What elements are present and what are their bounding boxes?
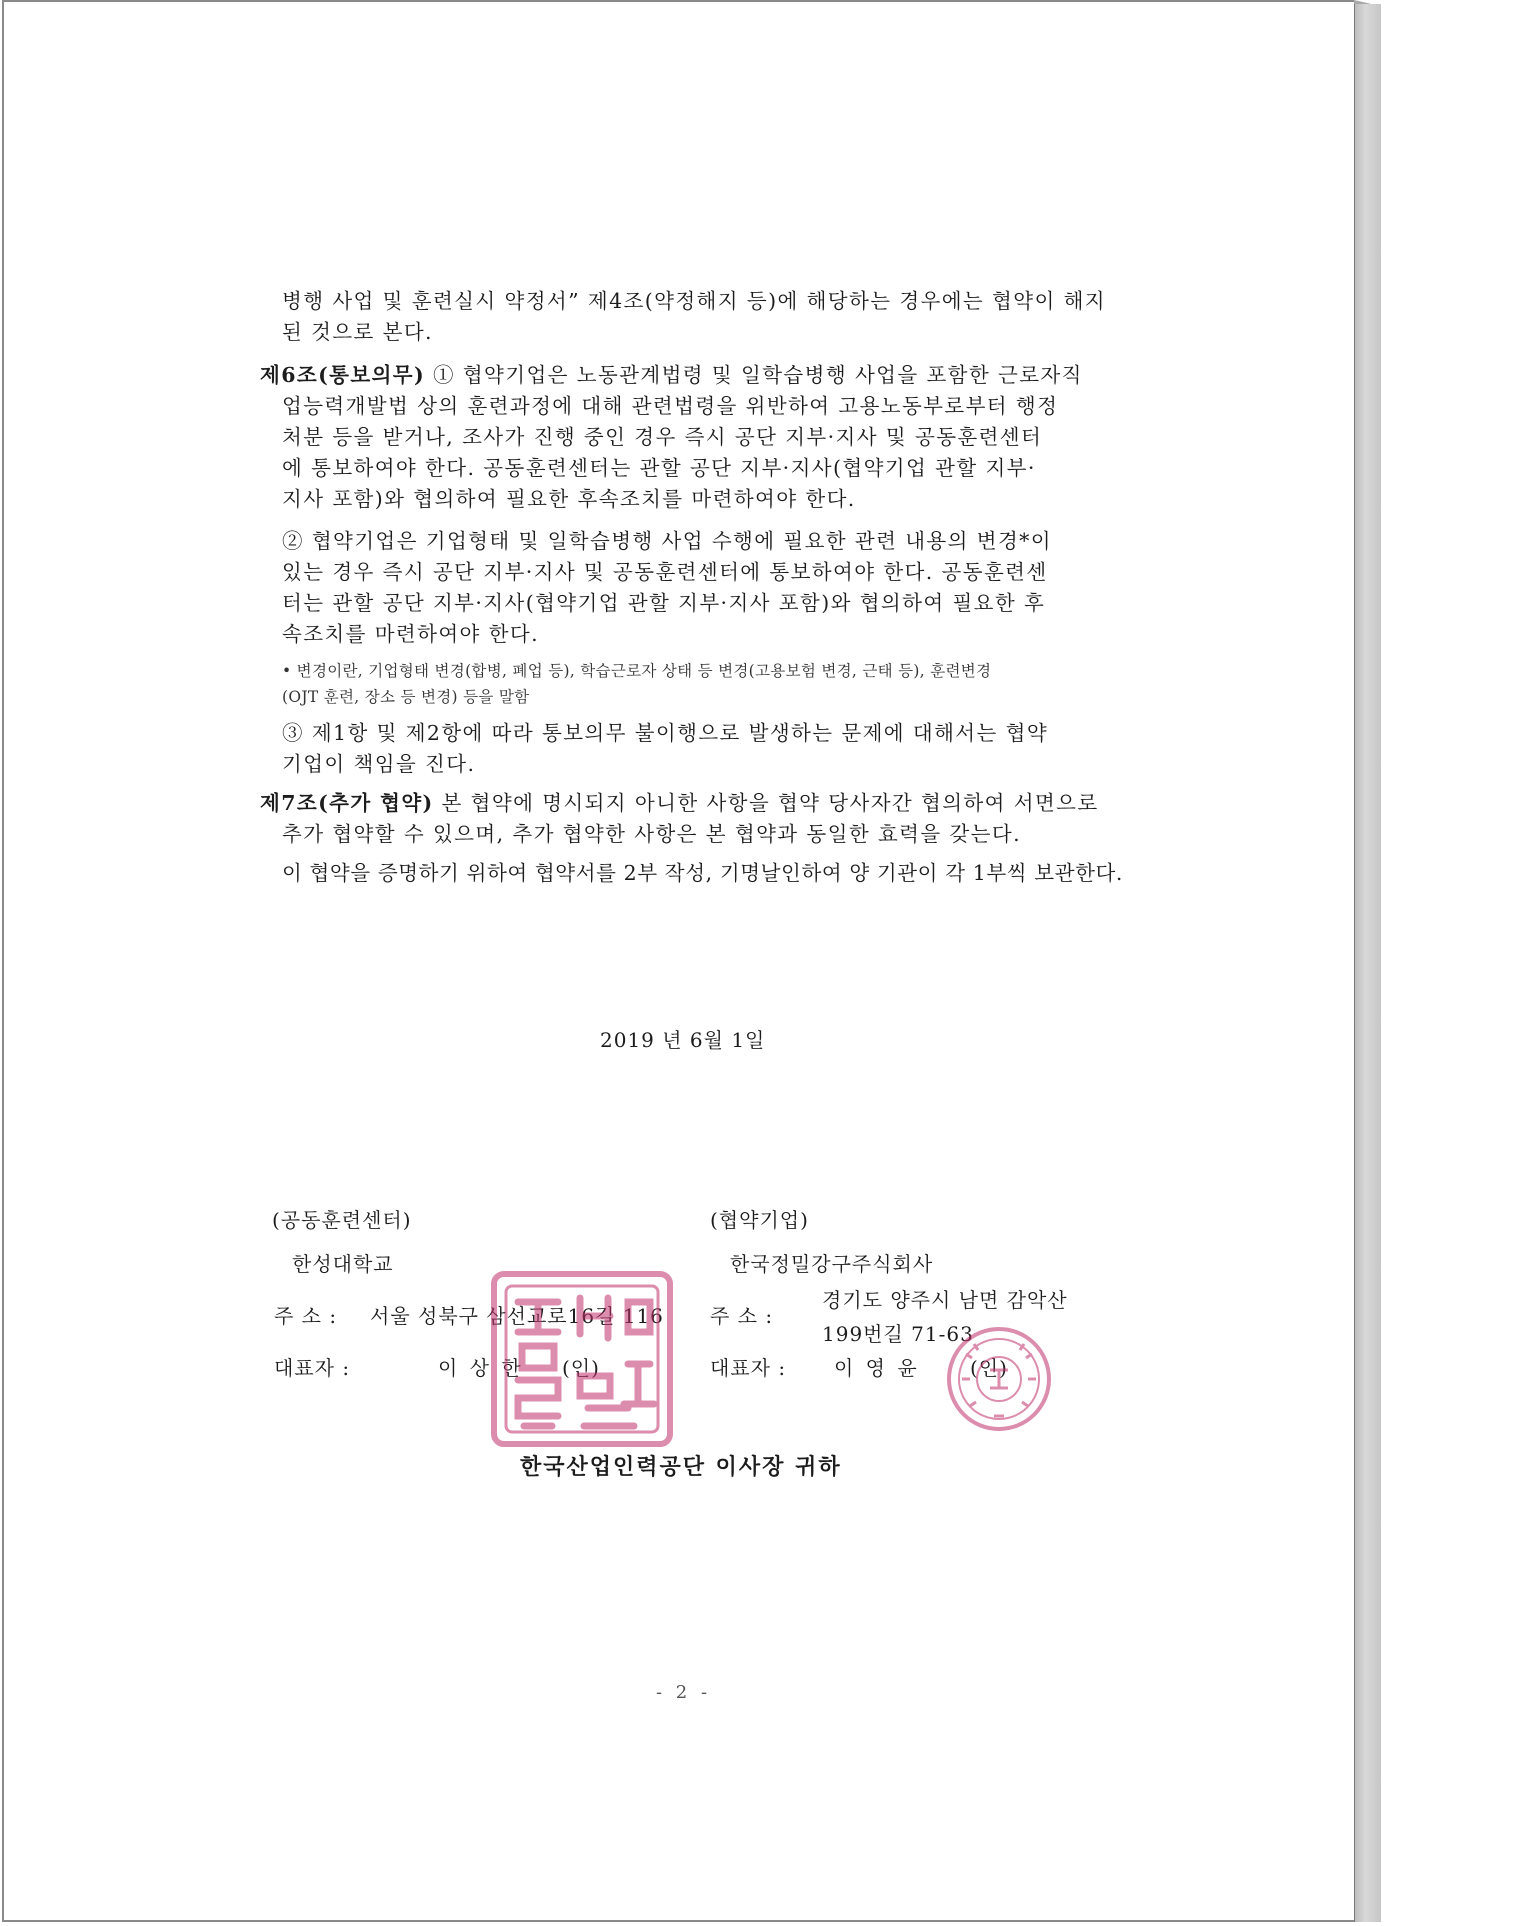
left-seal-mark: (인) <box>562 1356 600 1380</box>
closing-statement: 이 협약을 증명하기 위하여 협약서를 2부 작성, 기명날인하여 양 기관이 각 1부씩 보관한다. <box>282 861 1124 885</box>
right-address-line2: 199번길 71-63 <box>822 1322 974 1346</box>
article6-first-line <box>260 360 1083 391</box>
article6-p1-line4: 에 통보하여야 한다. 공동훈련센터는 관할 공단 지부·지사(협약기업 관할 지부· <box>282 456 1036 480</box>
recipient-line: 한국산업인력공단 이사장 귀하 <box>520 1454 842 1480</box>
page-number: - 2 - <box>656 1682 712 1703</box>
article7-title: 제7조(추가 협약) <box>260 791 434 815</box>
article6-note-line1: • 변경이란, 기업형태 변경(합병, 폐업 등), 학습근로자 상태 등 변경(고용보험 변경, 근태 등), 훈련변경 <box>282 662 992 680</box>
article6-p2-line4: 속조치를 마련하여야 한다. <box>282 622 539 646</box>
agreement-date: 2019 년 6월 1일 <box>600 1028 766 1052</box>
left-address-label: 주 소 : <box>274 1304 338 1328</box>
left-party-name: 한성대학교 <box>292 1252 394 1276</box>
left-address: 서울 성북구 삼선교로16길 116 <box>370 1304 664 1328</box>
article7-first-line <box>260 788 1099 819</box>
article6-note-line2: (OJT 훈련, 장소 등 변경) 등을 말함 <box>282 688 530 706</box>
article5-tail-line1: 병행 사업 및 훈련실시 약정서” 제4조(약정해지 등)에 해당하는 경우에는 협약이 해지 <box>282 289 1106 313</box>
article6-title: 제6조(통보의무) <box>260 363 426 387</box>
page-edge <box>1354 4 1382 1922</box>
left-rep-name: 이 상 한 <box>438 1356 524 1380</box>
right-address-line1: 경기도 양주시 남면 감악산 <box>822 1288 1068 1312</box>
right-seal-mark: (인) <box>970 1356 1008 1380</box>
left-rep-label: 대표자 : <box>274 1356 351 1380</box>
article5-tail-line2: 된 것으로 본다. <box>282 320 433 344</box>
article6-p1-line1: ① 협약기업은 노동관계법령 및 일학습병행 사업을 포함한 근로자직 <box>433 363 1083 387</box>
article7-line1: 본 협약에 명시되지 아니한 사항을 협약 당사자간 협의하여 서면으로 <box>441 791 1099 815</box>
right-company-seal-stamp <box>944 1324 1054 1434</box>
article6-p3-line2: 기업이 책임을 진다. <box>282 752 476 776</box>
right-rep-label: 대표자 : <box>710 1356 787 1380</box>
article6-p1-line5: 지사 포함)와 협의하여 필요한 후속조치를 마련하여야 한다. <box>282 487 856 511</box>
article6-p1-line2: 업능력개발법 상의 훈련과정에 대해 관련법령을 위반하여 고용노동부로부터 행정 <box>282 394 1059 418</box>
right-party-heading: (협약기업) <box>710 1208 809 1232</box>
left-official-seal-stamp <box>488 1268 676 1450</box>
article7-line2: 추가 협약할 수 있으며, 추가 협약한 사항은 본 협약과 동일한 효력을 갖는다. <box>282 822 1022 846</box>
right-party-name: 한국정밀강구주식회사 <box>730 1252 934 1276</box>
article6-p2-line3: 터는 관할 공단 지부·지사(협약기업 관할 지부·지사 포함)와 협의하여 필요한 후 <box>282 591 1046 615</box>
article6-p1-line3: 처분 등을 받거나, 조사가 진행 중인 경우 즉시 공단 지부·지사 및 공동훈련센터 <box>282 425 1043 449</box>
article6-p3-line1: ③ 제1항 및 제2항에 따라 통보의무 불이행으로 발생하는 문제에 대해서는 협약 <box>282 721 1049 745</box>
left-party-heading: (공동훈련센터) <box>272 1208 412 1232</box>
right-margin <box>1381 0 1513 1926</box>
right-address-label: 주 소 : <box>710 1304 774 1328</box>
article6-p2-line1: ② 협약기업은 기업형태 및 일학습병행 사업 수행에 필요한 관련 내용의 변경*이 <box>282 529 1053 553</box>
right-rep-name: 이 영 윤 <box>834 1356 920 1380</box>
article6-p2-line2: 있는 경우 즉시 공단 지부·지사 및 공동훈련센터에 통보하여야 한다. 공동훈련센 <box>282 560 1048 584</box>
